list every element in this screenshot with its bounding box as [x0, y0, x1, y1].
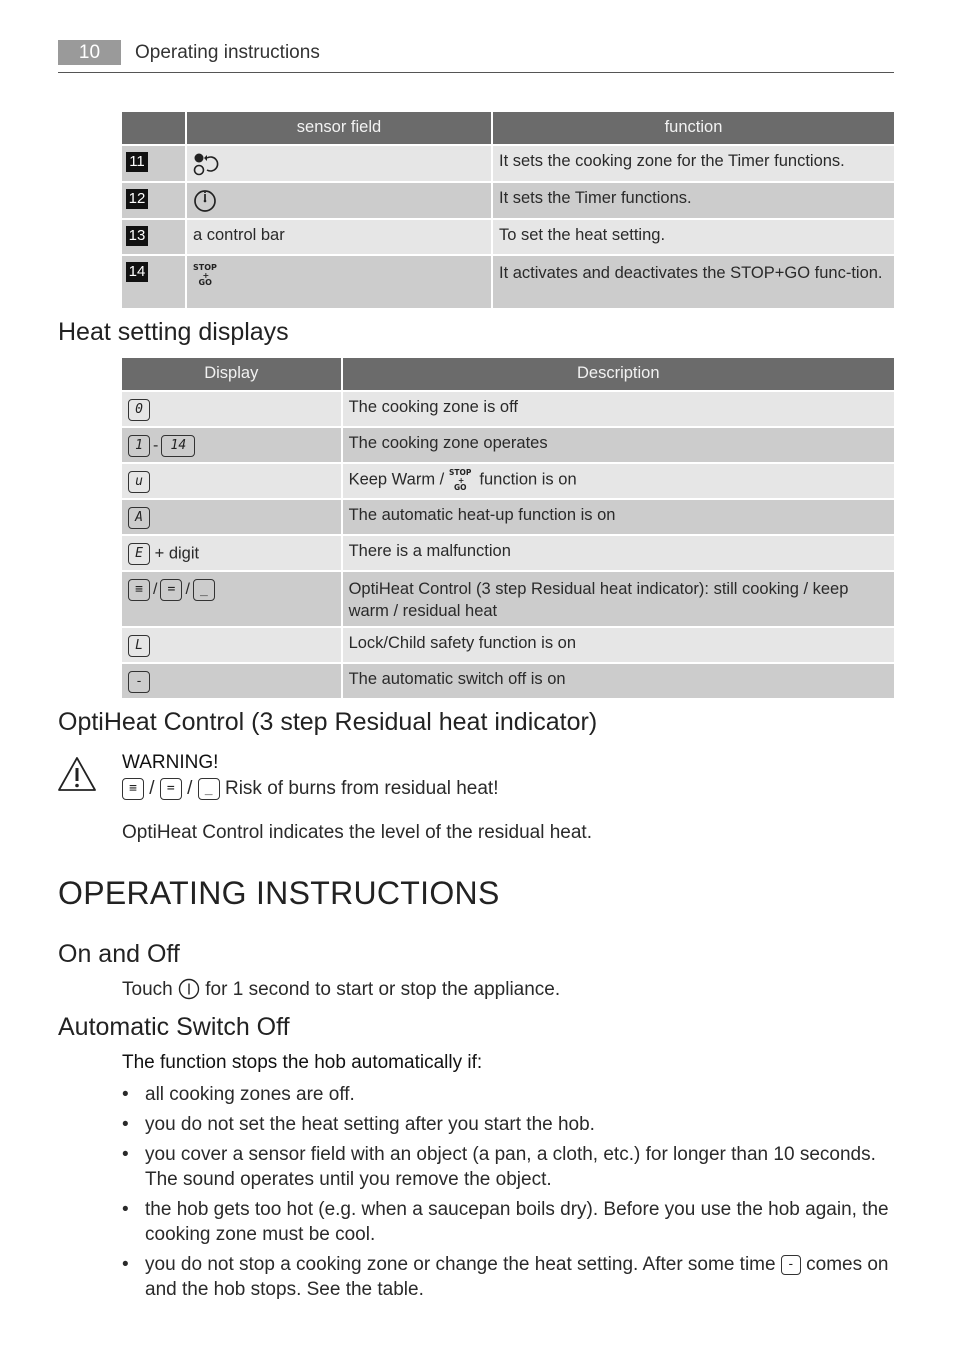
- slash-separator: /: [153, 581, 158, 598]
- warning-line: [122, 778, 498, 800]
- range-separator: -: [153, 437, 159, 454]
- auto-off-intro: The function stops the hob automatically if:: [122, 1052, 483, 1073]
- list-item: • the hob gets too hot (e.g. when a saucepan boils dry). Before you use the hob again, the cooking zone must be cool.: [122, 1199, 889, 1245]
- table-row: [122, 572, 894, 626]
- sensor-field-table: [120, 110, 896, 310]
- function-text: It sets the cooking zone for the Timer functions.: [493, 146, 894, 181]
- table-header-display: Display: [122, 358, 341, 390]
- table-header-description: Description: [343, 358, 894, 390]
- warning-text: Risk of burns from residual heat!: [224, 778, 499, 799]
- display-symbol: ≡: [128, 579, 150, 601]
- table-header-sensor-field: sensor field: [187, 112, 491, 144]
- warning-triangle-icon: [57, 756, 97, 792]
- on-off-text-after: for 1 second to start or stop the appliance.: [205, 979, 561, 1000]
- display-symbol: 1: [128, 435, 150, 457]
- optiheat-heading: OptiHeat Control (3 step Residual heat indicator): [58, 708, 598, 736]
- residual-low-symbol: _: [198, 778, 220, 800]
- warning-label: WARNING!: [122, 752, 219, 773]
- slash-separator: /: [149, 778, 155, 799]
- svg-text:+: +: [202, 271, 210, 280]
- list-item: • you do not set the heat setting after you start the hob.: [122, 1114, 595, 1135]
- svg-text:+: +: [457, 476, 465, 485]
- residual-high-symbol: ≡: [122, 778, 144, 800]
- stop-go-icon: [449, 468, 475, 492]
- table-row: [122, 392, 894, 426]
- table-row: [122, 183, 894, 218]
- page-number: 10: [58, 40, 121, 65]
- description-text: The automatic switch off is on: [343, 664, 894, 698]
- display-symbol: L: [128, 635, 150, 657]
- svg-text:STOP: STOP: [193, 263, 217, 272]
- table-row: [122, 628, 894, 662]
- description-text: The cooking zone is off: [343, 392, 894, 426]
- optiheat-note: OptiHeat Control indicates the level of the residual heat.: [122, 822, 592, 843]
- description-text: Lock/Child safety function is on: [343, 628, 894, 662]
- on-off-text: [122, 978, 560, 1001]
- display-symbol: E: [128, 543, 150, 565]
- heat-setting-table: [120, 356, 896, 700]
- table-row: [122, 664, 894, 698]
- stop-go-icon: [193, 262, 221, 288]
- description-text: Keep Warm /: [348, 470, 449, 489]
- table-header-blank: [122, 112, 185, 144]
- svg-text:STOP: STOP: [448, 468, 472, 477]
- slash-separator: /: [185, 581, 190, 598]
- table-row: [122, 464, 894, 498]
- display-symbol: u: [128, 471, 150, 493]
- on-off-heading: On and Off: [58, 940, 180, 968]
- table-row: [122, 256, 894, 308]
- list-item: • you do not stop a cooking zone or change the heat setting. After some time - comes on and the hob stops. See the table.: [122, 1254, 889, 1300]
- auto-switch-off-heading: Automatic Switch Off: [58, 1013, 290, 1041]
- svg-text:GO: GO: [198, 278, 212, 287]
- table-row: [122, 146, 894, 181]
- display-symbol: =: [160, 579, 182, 601]
- row-number: 11: [126, 152, 148, 172]
- description-text: The automatic heat-up function is on: [343, 500, 894, 534]
- display-symbol: -: [781, 1255, 801, 1275]
- table-row: [122, 536, 894, 570]
- list-item: • all cooking zones are off.: [122, 1084, 355, 1105]
- auto-off-conditions: [122, 1082, 892, 1307]
- display-symbol: -: [128, 671, 150, 693]
- table-row: [122, 220, 894, 254]
- display-suffix: + digit: [154, 544, 200, 563]
- display-symbol: _: [193, 579, 215, 601]
- power-button-icon: [178, 978, 200, 1000]
- display-symbol: A: [128, 507, 150, 529]
- header-section-title: Operating instructions: [135, 42, 320, 63]
- slash-separator: /: [187, 778, 193, 799]
- timer-icon: [193, 189, 219, 213]
- table-row: [122, 500, 894, 534]
- description-text: OptiHeat Control (3 step Residual heat indicator): still cooking / keep warm / residual heat: [343, 572, 894, 626]
- page-header: [58, 40, 894, 73]
- table-row: [122, 428, 894, 462]
- description-text: The cooking zone operates: [343, 428, 894, 462]
- on-off-text-before: Touch: [122, 979, 173, 1000]
- description-text: function is on: [474, 470, 577, 489]
- timer-zone-icon: [193, 152, 221, 176]
- display-symbol: 14: [161, 435, 195, 457]
- row-number: 13: [126, 226, 148, 246]
- description-text: There is a malfunction: [343, 536, 894, 570]
- svg-text:GO: GO: [453, 483, 467, 492]
- sensor-field-text: a control bar: [187, 220, 491, 254]
- row-number: 12: [126, 189, 148, 209]
- function-text: To set the heat setting.: [493, 220, 894, 254]
- row-number: 14: [126, 262, 148, 282]
- function-text: It sets the Timer functions.: [493, 183, 894, 218]
- heat-setting-displays-heading: Heat setting displays: [58, 318, 289, 346]
- display-symbol: 0: [128, 399, 150, 421]
- operating-instructions-title: OPERATING INSTRUCTIONS: [58, 875, 500, 911]
- residual-mid-symbol: =: [160, 778, 182, 800]
- table-header-function: function: [493, 112, 894, 144]
- list-item: • you cover a sensor field with an object (a pan, a cloth, etc.) for longer than 10 seconds. The sound operates until you remove the object.: [122, 1144, 876, 1190]
- function-text: It activates and deactivates the STOP+GO func-tion.: [493, 256, 894, 308]
